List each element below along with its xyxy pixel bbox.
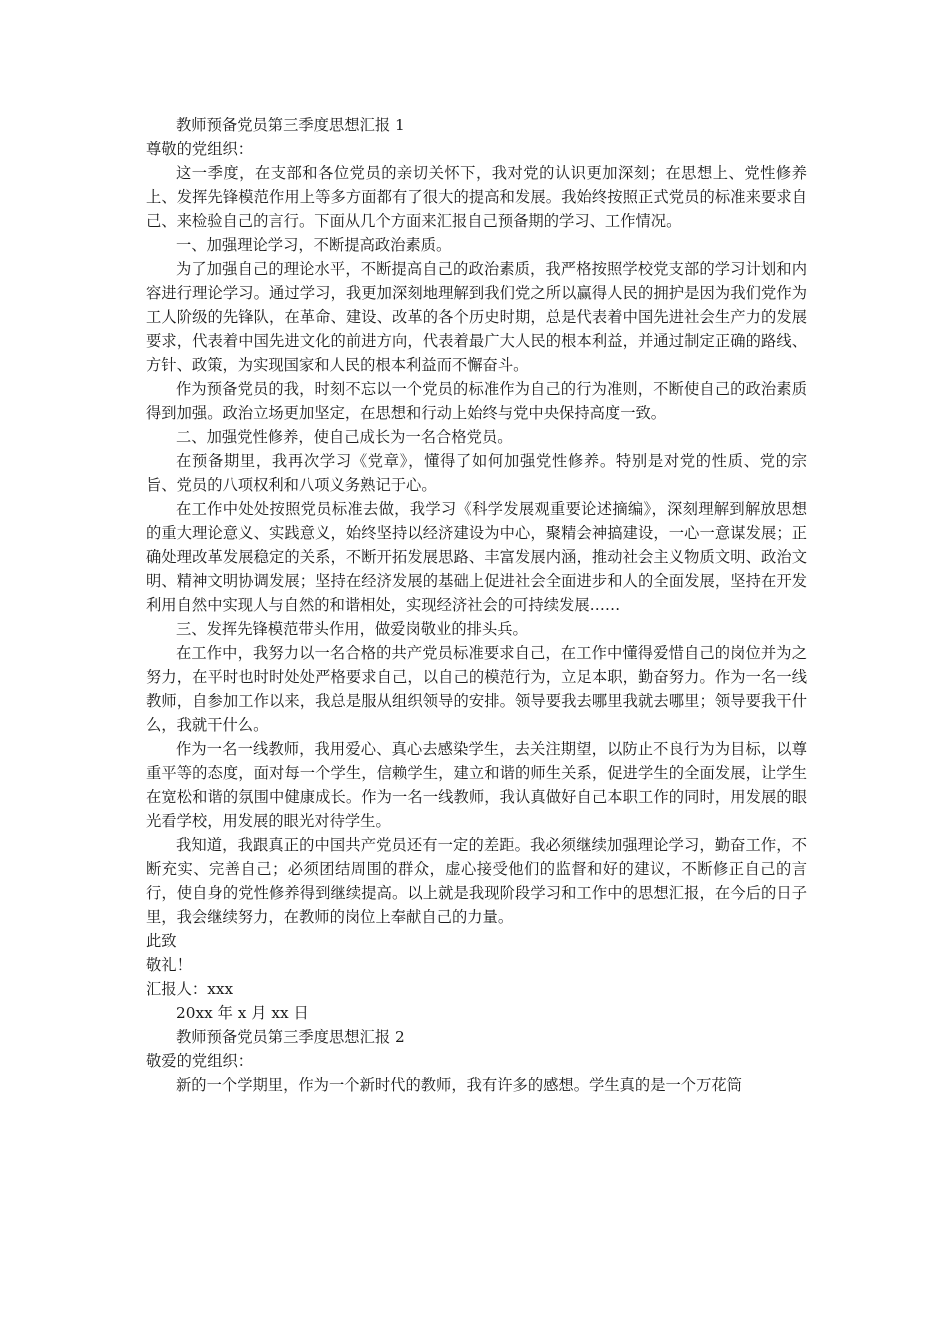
paragraph: 作为预备党员的我，时刻不忘以一个党员的标准作为自己的行为准则，不断使自己的政治素质得到加强。政治立场更加坚定，在思想和行动上始终与党中央保持高度一致。 bbox=[146, 380, 807, 422]
document-page bbox=[146, 113, 807, 1097]
paragraph: 新的一个学期里，作为一个新时代的教师，我有许多的感想。学生真的是一个万花筒 bbox=[176, 1076, 742, 1094]
paragraph: 我知道，我跟真正的中国共产党员还有一定的差距。我必须继续加强理论学习，勤奋工作，不断充实、完善自己；必须团结周围的群众，虚心接受他们的监督和好的建议，不断修正自己的言行，使自身的党性修养得到继续提高。以上就是我现阶段学习和工作中的思想汇报，在今后的日子里，我会继续努力，在教师的岗位上奉献自己的力量。 bbox=[146, 836, 807, 926]
section-heading-3: 三、发挥先锋模范带头作用，做爱岗敬业的排头兵。 bbox=[176, 620, 528, 638]
document-title-1: 教师预备党员第三季度思想汇报 1 bbox=[176, 116, 405, 134]
paragraph: 为了加强自己的理论水平，不断提高自己的政治素质，我严格按照学校党支部的学习计划和内容进行理论学习。通过学习，我更加深刻地理解到我们党之所以赢得人民的拥护是因为我们党作为工人阶级的先锋队，在革命、建设、改革的各个历史时期，总是代表着中国先进社会生产力的发展要求，代表着中国先进文化的前进方向，代表着最广大人民的根本利益，并通过制定正确的路线、方针、政策，为实现国家和人民的根本利益而不懈奋斗。 bbox=[146, 260, 807, 374]
paragraph: 在工作中，我努力以一名合格的共产党员标准要求自己，在工作中懂得爱惜自己的岗位并为之努力，在平时也时时处处严格要求自己，以自己的模范行为，立足本职，勤奋努力。作为一名一线教师，自参加工作以来，我总是服从组织领导的安排。领导要我去哪里我就去哪里；领导要我干什么，我就干什么。 bbox=[146, 644, 807, 734]
section-heading-1: 一、加强理论学习，不断提高政治素质。 bbox=[176, 236, 452, 254]
paragraph: 作为一名一线教师，我用爱心、真心去感染学生，去关注期望，以防止不良行为为目标，以尊重平等的态度，面对每一个学生，信赖学生，建立和谐的师生关系，促进学生的全面发展，让学生在宽松和谐的氛围中健康成长。作为一名一线教师，我认真做好自己本职工作的同时，用发展的眼光看学校，用发展的眼光对待学生。 bbox=[146, 740, 807, 830]
section-heading-2: 二、加强党性修养，使自己成长为一名合格党员。 bbox=[176, 428, 513, 446]
paragraph: 在工作中处处按照党员标准去做，我学习《科学发展观重要论述摘编》，深刻理解到解放思想的重大理论意义、实践意义，始终坚持以经济建设为中心，聚精会神搞建设，一心一意谋发展；正确处理改革发展稳定的关系，不断开拓发展思路、丰富发展内涵，推动社会主义物质文明、政治文明、精神文明协调发展；坚持在经济发展的基础上促进社会全面进步和人的全面发展，坚持在开发利用自然中实现人与自然的和谐相处，实现经济社会的可持续发展…… bbox=[146, 500, 807, 614]
paragraph: 这一季度，在支部和各位党员的亲切关怀下，我对党的认识更加深刻；在思想上、党性修养上、发挥先锋模范作用上等多方面都有了很大的提高和发展。我始终按照正式党员的标准来要求自己、来检验自己的言行。下面从几个方面来汇报自己预备期的学习、工作情况。 bbox=[146, 164, 807, 230]
closing-line-1: 此致 bbox=[146, 932, 177, 950]
closing-line-2: 敬礼！ bbox=[146, 956, 192, 974]
salutation-2: 敬爱的党组织： bbox=[146, 1052, 254, 1070]
reporter-line: 汇报人：xxx bbox=[146, 980, 234, 998]
date-line: 20xx 年 x 月 xx 日 bbox=[176, 1004, 309, 1022]
document-title-2: 教师预备党员第三季度思想汇报 2 bbox=[176, 1028, 405, 1046]
salutation-1: 尊敬的党组织： bbox=[146, 140, 254, 158]
paragraph: 在预备期里，我再次学习《党章》，懂得了如何加强党性修养。特别是对党的性质、党的宗旨、党员的八项权利和八项义务熟记于心。 bbox=[146, 452, 807, 494]
